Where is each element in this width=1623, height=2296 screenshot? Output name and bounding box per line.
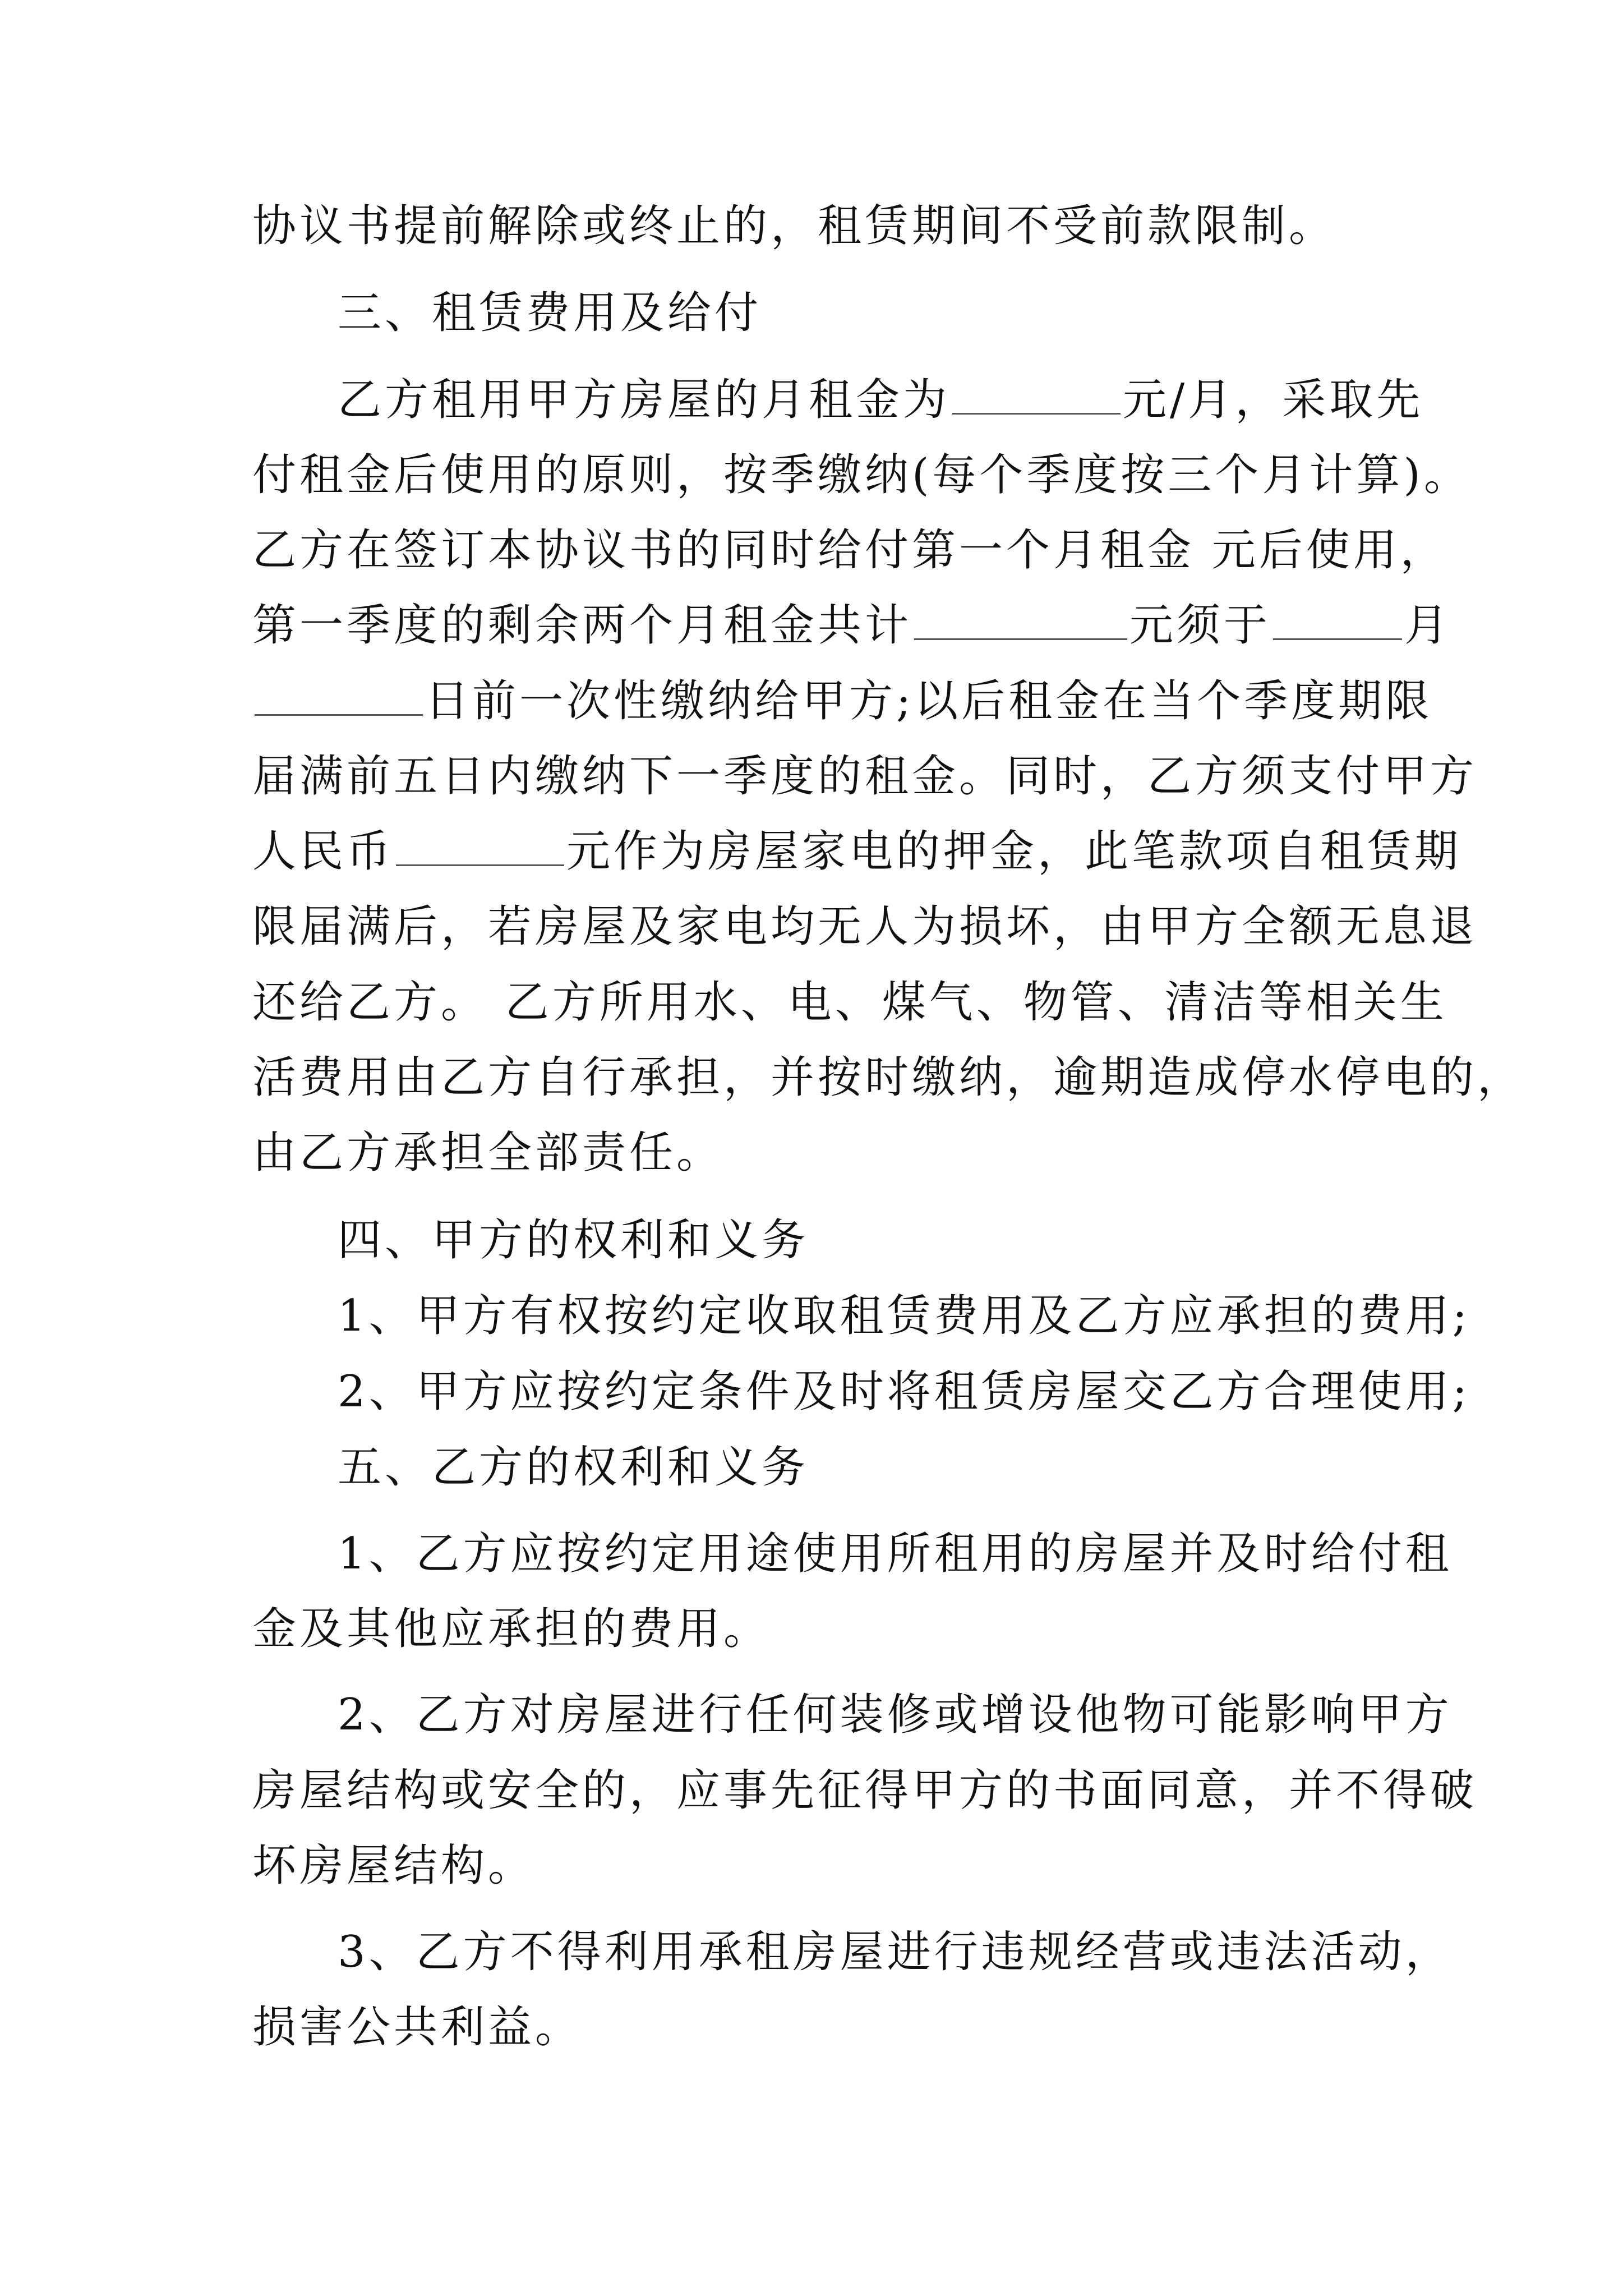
text-line: 协议书提前解除或终止的，租赁期间不受前款限制。 [252,201,1336,251]
text-line: 限届满后，若房屋及家电均无人为损坏，由甲方全额无息退 [252,901,1478,952]
fill-in-blank [396,825,564,866]
text-line: 乙方在签订本协议书的同时给付第一个月租金 元后使用， [252,525,1447,576]
fill-in-blank [914,599,1127,640]
text-line: 乙方租用甲方房屋的月租金为 元/月，采取先 [338,375,1424,425]
text-line: 3、乙方不得利用承租房屋进行违规经营或违法活动， [338,1927,1453,1977]
text-line: 房屋结构或安全的，应事先征得甲方的书面同意，并不得破 [252,1765,1478,1816]
text-line: 活费用由乙方自行承担，并按时缴纳，逾期造成停水停电的， [252,1052,1525,1103]
text-line: 还给乙方。 乙方所用水、电、煤气、物管、清洁等相关生 [252,977,1447,1028]
text-line: 日前一次性缴纳给甲方;以后租金在当个季度期限 [252,673,1432,729]
text-line: 第一季度的剩余两个月租金共计 元须于 月 [252,600,1452,651]
section-heading: 三、租赁费用及给付 [338,288,762,338]
text-line: 2、乙方对房屋进行任何装修或增设他物可能影响甲方 [338,1690,1453,1740]
text-line: 由乙方承担全部责任。 [252,1128,724,1178]
text-line: 1、甲方有权按约定收取租赁费用及乙方应承担的费用; [338,1291,1470,1341]
text-line: 人民币 元作为房屋家电的押金，此笔款项自租赁期 [252,826,1462,877]
section-heading: 四、甲方的权利和义务 [338,1215,809,1266]
fill-in-blank [255,675,423,716]
fill-in-blank [1273,599,1402,640]
text-line: 2、甲方应按约定条件及时将租赁房屋交乙方合理使用; [338,1366,1470,1417]
text-line: 付租金后使用的原则，按季缴纳(每个季度按三个月计算)。 [252,450,1471,500]
text-line: 坏房屋结构。 [252,1841,536,1891]
fill-in-blank [952,374,1121,415]
text-line: 损害公共利益。 [252,2002,583,2053]
text-line: 金及其他应承担的费用。 [252,1604,771,1654]
text-line: 届满前五日内缴纳下一季度的租金。同时，乙方须支付甲方 [252,751,1478,802]
text-line: 1、乙方应按约定用途使用所租用的房屋并及时给付租 [338,1529,1453,1579]
section-heading: 五、乙方的权利和义务 [338,1442,809,1493]
